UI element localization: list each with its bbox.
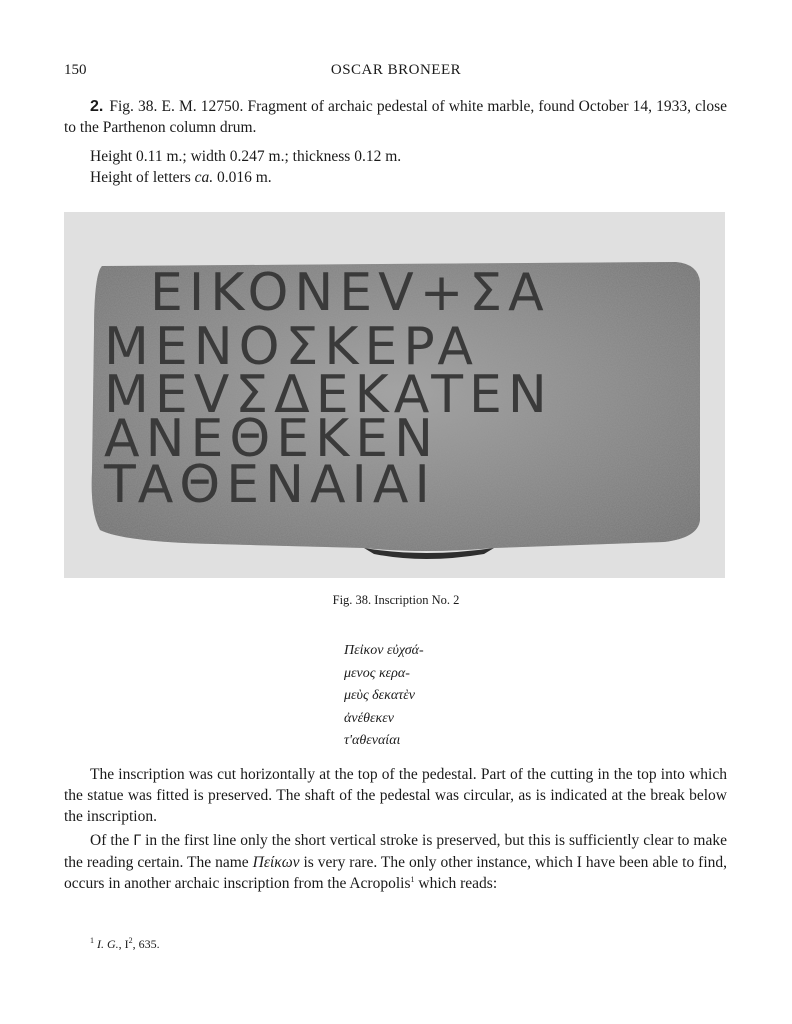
inscription-photo (64, 212, 725, 578)
dimensions-prefix: Height of letters (90, 169, 195, 186)
footnote-marker: 1 (90, 936, 94, 945)
paragraph-1: The inscription was cut horizontally at the top of the pedestal. Part of the cutting in the top into which the statue was fitted is preserved. The shaft of the pedestal was circular, as is indicated at the break below the inscription. (64, 766, 727, 825)
transcription-line-1: Πεἰκον εὐχσά- (344, 643, 424, 658)
entry-description: Fig. 38. E. M. 12750. Fragment of archaic pedestal of white marble, found October 14, 1933, close to the Parthenon column drum. (64, 98, 727, 136)
entry-number: 2. (90, 98, 104, 115)
dimensions (90, 146, 401, 188)
p2-part-d: which reads: (414, 875, 498, 892)
figure-caption: Fig. 38. Inscription No. 2 (332, 593, 460, 607)
transcription-line-4: ἀνέθεκεν (344, 710, 394, 726)
greek-transcription (344, 640, 424, 753)
transcription-line-3: μεὺς δεκατὲν (344, 688, 415, 703)
footnote-ref-b: , 635. (132, 937, 160, 951)
catalog-entry (64, 96, 727, 138)
p2-part-a: Of the (90, 832, 134, 849)
footnote-ref-sup: 2 (128, 936, 133, 945)
stone-line-1: EIKONEV+ΣA (150, 263, 550, 323)
running-title: OSCAR BRONEER (330, 62, 462, 78)
footnote-ref-a: , I (118, 937, 129, 951)
stone-line-4: ANEΘEKEN (104, 409, 439, 469)
page-number: 150 (64, 62, 87, 78)
footnote (90, 937, 160, 952)
stone-line-3: MEVΣΔEKATEN (104, 365, 553, 425)
body-text (64, 764, 727, 897)
transcription-line-2: μενος κερα- (344, 665, 410, 681)
greek-name: Πείκων (252, 854, 300, 871)
stone-line-5: TAΘENAIAI (104, 455, 436, 515)
paragraph-2 (64, 830, 727, 894)
dimensions-line-2 (90, 167, 401, 188)
footnote-ref[interactable]: 1 (410, 874, 415, 884)
p2-part-c: is very rare. The only other instance, which I have been able to find, occurs in another archaic inscription from the Acropolis (64, 854, 727, 892)
dimensions-ca: ca. (194, 169, 214, 186)
dimensions-suffix: 0.016 m. (213, 169, 272, 186)
transcription-line-5: τ'αθεναίαι (344, 733, 401, 748)
footnote-ref-ig: I. G. (97, 937, 119, 951)
dimensions-line-1: Height 0.11 m.; width 0.247 m.; thickness 0.12 m. (90, 148, 402, 165)
stone-line-2: MENOΣKEPA (104, 317, 479, 377)
stone-fragment-illustration (64, 212, 725, 578)
p2-part-b: in the first line only the short vertical stroke is preserved, but this is sufficiently clear to make the reading certain. The name (64, 832, 727, 871)
archaic-gamma-glyph: Γ (133, 833, 142, 849)
